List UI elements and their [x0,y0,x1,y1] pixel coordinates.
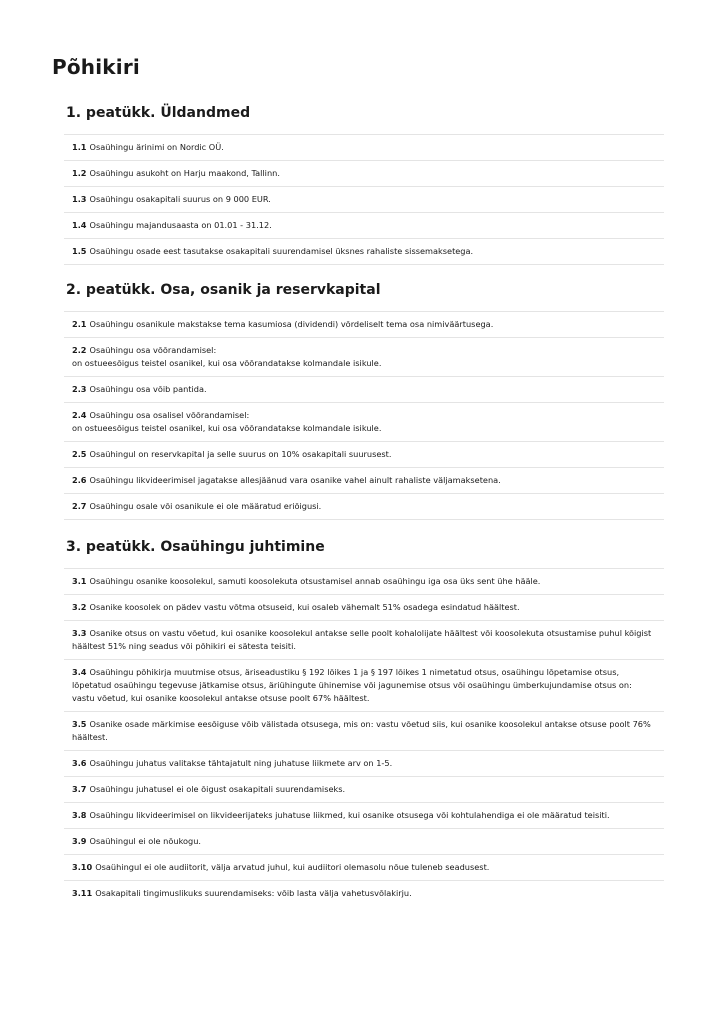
chapter-2 [64,275,664,520]
item-text: Osanike koosolek on pädev vastu võtma otsuseid, kui osaleb vähemalt 51% osadega esindatud häältest. [89,602,520,612]
item-text: Osaühingu ärinimi on Nordic OÜ. [89,142,224,152]
item-number: 2.6 [72,475,87,485]
item-text: Osaühingu juhatusel ei ole õigust osakapitali suurendamiseks. [89,784,346,794]
list-item [64,881,664,906]
item-number: 3.10 [72,862,93,872]
item-text: Osakapitali tingimuslikuks suurendamiseks: võib lasta välja vahetusvõlakirju. [95,888,412,898]
item-number: 1.1 [72,142,87,152]
item-number: 3.8 [72,810,87,820]
list-item [64,312,664,338]
chapter-1-title: 1. peatükk. Üldandmed [66,105,251,121]
item-number: 3.1 [72,576,87,586]
item-number: 2.2 [72,345,87,355]
chapter-3 [64,532,664,906]
list-item [64,751,664,777]
list-item [64,338,664,377]
item-text: Osaühingu asukoht on Harju maakond, Tallinn. [89,168,280,178]
list-item [64,377,664,403]
item-text: Osaühingul ei ole nõukogu. [89,836,202,846]
item-number: 2.4 [72,410,87,420]
item-number: 3.4 [72,667,87,677]
item-text: Osanike osade märkimise eesõiguse võib välistada otsusega, mis on: vastu võetud siis, kui osanike koosolekul antakse otsuse poolt 76% häältest. [72,719,651,742]
item-text: Osaühingu likvideerimisel jagatakse allesjäänud vara osanike vahel ainult rahaliste väljamaksetena. [89,475,501,485]
item-text-continuation: on ostueesõigus teistel osanikel, kui osa võõrandatakse kolmandale isikule. [72,358,382,368]
item-text: Osaühingul on reservkapital ja selle suurus on 10% osakapitali suurusest. [89,449,392,459]
chapter-1-items [64,134,664,265]
page-title: Põhikiri [52,55,140,79]
item-text: Osaühingu osale või osanikule ei ole määratud eriõigusi. [89,501,322,511]
item-number: 1.5 [72,246,87,256]
item-number: 3.5 [72,719,87,729]
item-number: 3.9 [72,836,87,846]
list-item [64,777,664,803]
list-item [64,468,664,494]
item-text: Osaühingu osa võib pantida. [89,384,207,394]
list-item [64,595,664,621]
item-number: 1.2 [72,168,87,178]
item-text: Osaühingu osanikule makstakse tema kasumiosa (dividendi) võrdeliselt tema osa nimiväärtusega. [89,319,494,329]
item-text: Osaühingu osa võõrandamisel: [89,345,217,355]
list-item [64,135,664,161]
item-text: Osaühingu osanike koosolekul, samuti koosolekuta otsustamisel annab osaühingu iga osa üks sent ühe hääle. [89,576,541,586]
item-text: Osaühingu osa osalisel võõrandamisel: [89,410,250,420]
list-item [64,660,664,712]
list-item [64,712,664,751]
item-text: Osaühingu osade eest tasutakse osakapitali suurendamisel üksnes rahaliste sissemaksetega. [89,246,474,256]
item-number: 3.6 [72,758,87,768]
item-text: Osaühingu põhikirja muutmise otsus, äriseadustiku § 192 lõikes 1 ja § 197 lõikes 1 nimetatud otsus, osaühingu lõpetamise otsus, lõpetatud osaühingu tegevuse jätkamise otsus, äriühingute ühinemise või jagunemise otsus või osaühingu ümberkujundamise otsus on: vastu võetud, kui osanike koosolekul antakse otsuse poolt 67% häältest. [72,667,632,703]
item-text: Osaühingul ei ole audiitorit, välja arvatud juhul, kui audiitori olemasolu nõue tuleneb seadusest. [95,862,490,872]
list-item [64,239,664,265]
item-number: 3.11 [72,888,93,898]
list-item [64,213,664,239]
list-item [64,403,664,442]
item-number: 3.2 [72,602,87,612]
item-text-continuation: on ostueesõigus teistel osanikel, kui osa võõrandatakse kolmandale isikule. [72,423,382,433]
list-item [64,442,664,468]
item-number: 2.3 [72,384,87,394]
chapter-3-title: 3. peatükk. Osaühingu juhtimine [66,539,325,555]
item-number: 2.5 [72,449,87,459]
item-text: Osaühingu majandusaasta on 01.01 - 31.12. [89,220,272,230]
list-item [64,494,664,520]
chapter-2-title: 2. peatükk. Osa, osanik ja reservkapital [66,282,381,298]
chapter-1 [64,98,664,265]
item-number: 2.1 [72,319,87,329]
list-item [64,569,664,595]
list-item [64,187,664,213]
list-item [64,803,664,829]
list-item [64,621,664,660]
item-number: 3.7 [72,784,87,794]
list-item [64,855,664,881]
item-number: 2.7 [72,501,87,511]
chapter-2-items [64,311,664,520]
item-text: Osaühingu juhatus valitakse tähtajatult ning juhatuse liikmete arv on 1-5. [89,758,393,768]
item-text: Osanike otsus on vastu võetud, kui osanike koosolekul antakse selle poolt kohalolijate häältest või koosolekuta otsustamise puhul kõigist häältest 51% ning seadus või põhikiri ei sätesta teisiti. [72,628,652,651]
list-item [64,829,664,855]
item-number: 1.4 [72,220,87,230]
item-number: 3.3 [72,628,87,638]
item-text: Osaühingu likvideerimisel on likvideerijateks juhatuse liikmed, kui osanike otsusega või kohtulahendiga ei ole määratud teisiti. [89,810,610,820]
list-item [64,161,664,187]
item-number: 1.3 [72,194,87,204]
item-text: Osaühingu osakapitali suurus on 9 000 EUR. [89,194,271,204]
chapter-3-items [64,568,664,906]
